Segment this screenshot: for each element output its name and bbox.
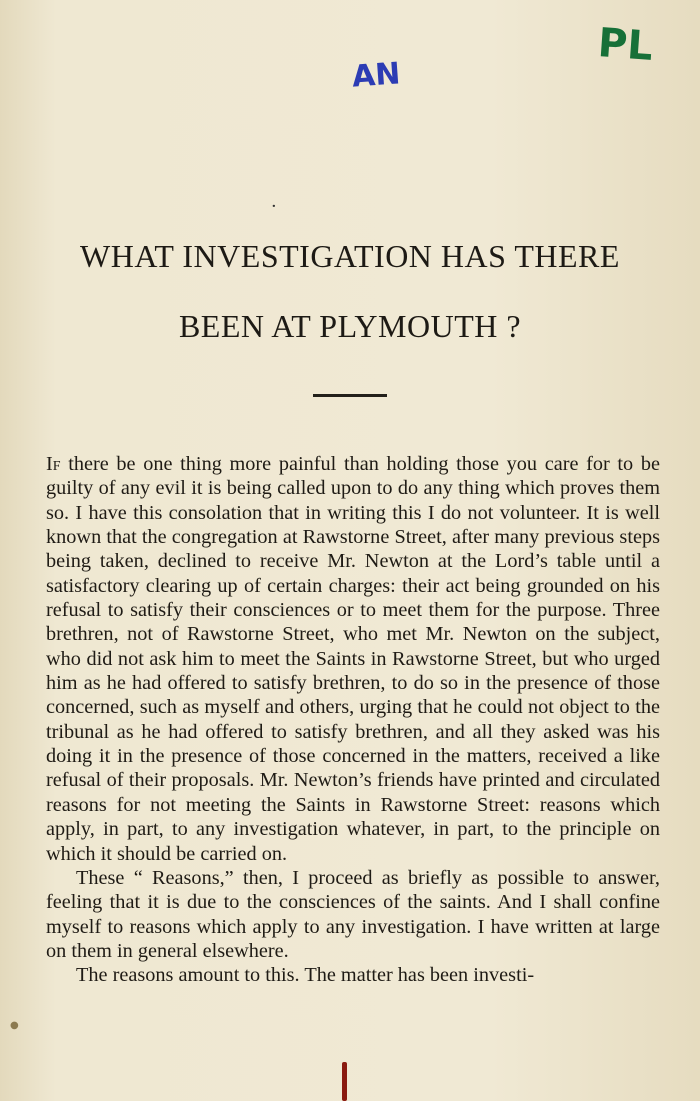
body-text [46, 452, 660, 988]
paragraph-1-text: there be one thing more painful than holding those you care for to be guilty of any evil it is being called upon to do any thing which proves them so. I have this consolation that in writing this I do not volunteer. It is well known that the congregation at Rawstorne Street, after many previous steps being taken, declined to receive Mr. Newton at the Lord’s table until a satisfactory clearing up of certain charges: their act being grounded on his refusal to satisfy their consciences or to meet them for the purpose. Three brethren, not of Rawstorne Street, who met Mr. Newton on the subject, who did not ask him to meet the Saints in Rawstorne Street, but who urged him as he had offered to satisfy brethren, to do so in the presence of those concerned, such as myself and others, urging that he could not object to the tribunal as he had offered to satisfy brethren, and all they asked was his doing it in the presence of those concerned in the matters, received a like refusal of their proposals. Mr. Newton’s friends have printed and circulated reasons for not meeting the Saints in Rawstorne Street: reasons which apply, in part, to any investigation whatever, in part, to the principle on which it should be carried on. [46, 453, 660, 865]
page-title-line-2: BEEN AT PLYMOUTH ? [178, 308, 522, 344]
ornament-dot: · [271, 196, 277, 217]
paragraph-3: The reasons amount to this. The matter has been investi- [76, 964, 535, 987]
handwritten-annotation-an: AN [350, 56, 402, 95]
bleed-through-text [30, 80, 690, 340]
drop-word: If [46, 453, 61, 475]
page-title-line-1: WHAT INVESTIGATION HAS THERE [80, 238, 620, 274]
title-divider [313, 394, 387, 397]
red-ink-mark [342, 1062, 347, 1101]
paragraph-2: These “ Reasons,” then, I proceed as briefly as possible to answer, feeling that it is due to the consciences of the saints. And I shall confine myself to reasons which apply to any investigation. I have written at large on them in general elsewhere. [46, 866, 660, 962]
margin-mark: ● [10, 1020, 19, 1031]
paragraph-1 [46, 452, 660, 866]
handwritten-annotation-pl: PL [596, 20, 655, 70]
